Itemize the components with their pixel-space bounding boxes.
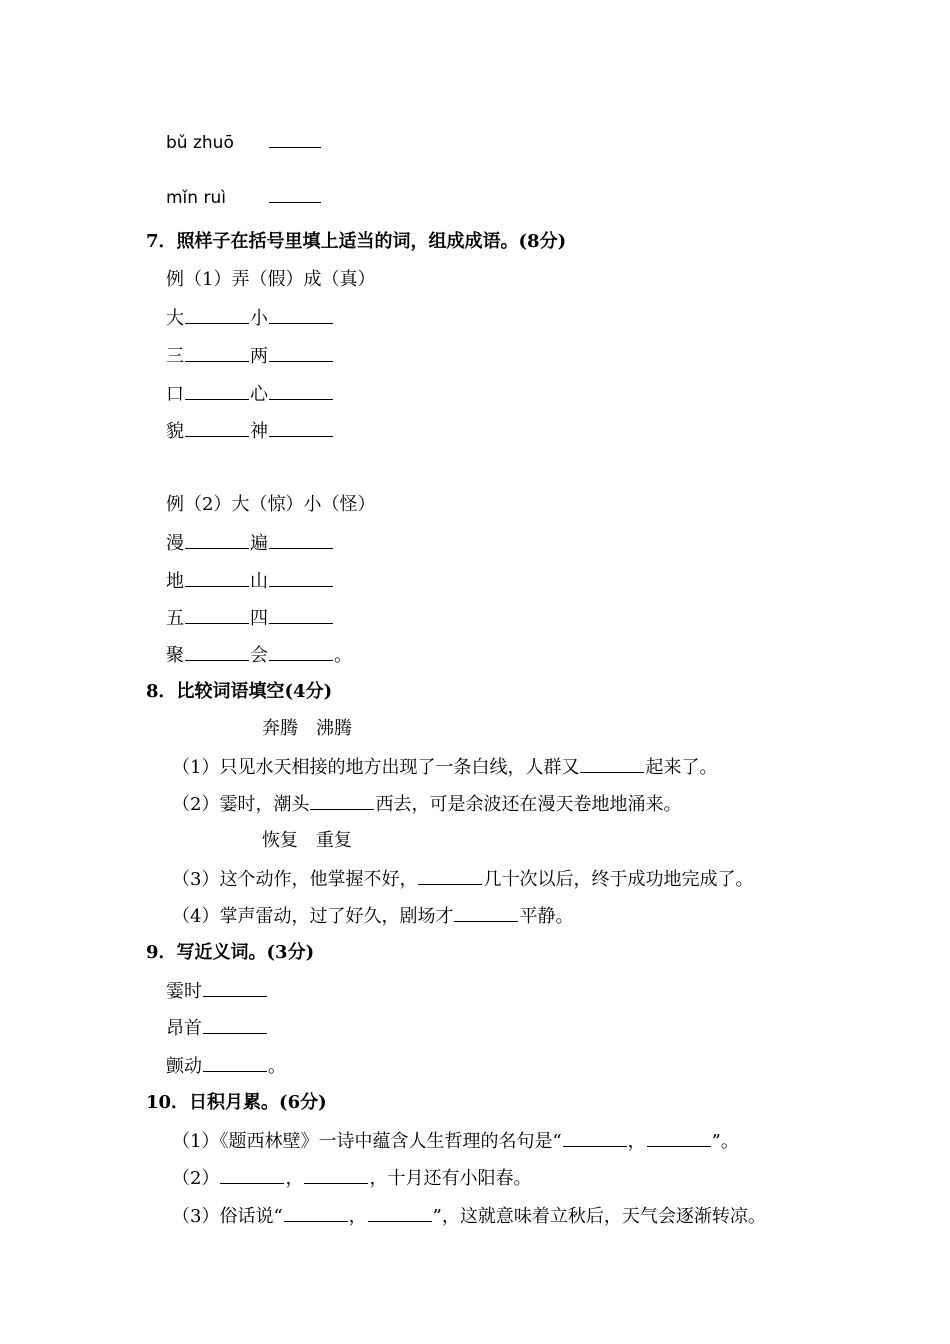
comma: ， <box>348 1206 367 1227</box>
idiom-char: 两 <box>250 346 268 367</box>
word-choices: 恢复 重复 <box>262 830 352 851</box>
idiom-char: 山 <box>250 571 268 592</box>
sentence-text: ”。 <box>711 1131 739 1152</box>
answer-blank[interactable] <box>368 1205 432 1222</box>
answer-blank[interactable] <box>185 383 249 400</box>
idiom-row <box>166 420 334 443</box>
idiom-char: 大 <box>166 308 184 329</box>
answer-blank[interactable] <box>269 383 333 400</box>
sentence-text: （2）霎时，潮头 <box>172 794 310 815</box>
synonym-word: 昂首 <box>166 1018 202 1039</box>
answer-blank[interactable] <box>185 420 249 437</box>
answer-blank[interactable] <box>269 345 333 362</box>
answer-blank[interactable] <box>203 1017 267 1034</box>
answer-blank[interactable] <box>203 980 267 997</box>
fill-sentence <box>172 1130 739 1153</box>
idiom-char: 貌 <box>166 421 184 442</box>
answer-blank[interactable] <box>185 644 249 661</box>
idiom-char: 地 <box>166 571 184 592</box>
question-10-title: 10．日积月累。(6分) <box>146 1092 327 1113</box>
synonym-row <box>166 1055 286 1078</box>
sentence-text: ”，这就意味着立秋后，天气会逐渐转凉。 <box>432 1206 766 1227</box>
idiom-row <box>166 532 334 555</box>
idiom-char: 小 <box>250 308 268 329</box>
answer-blank[interactable] <box>269 607 333 624</box>
sentence-text: ，十月还有小阳春。 <box>369 1168 532 1189</box>
fill-sentence <box>172 905 573 928</box>
sentence-text: 几十次以后，终于成功地完成了。 <box>483 869 754 890</box>
pinyin-row <box>166 186 322 209</box>
q7-example-2: 例（2）大（惊）小（怪） <box>166 494 376 515</box>
synonym-word: 颤动 <box>166 1056 202 1077</box>
sentence-text: 起来了。 <box>645 757 718 778</box>
synonym-row <box>166 980 268 1003</box>
idiom-row <box>166 345 334 368</box>
answer-blank[interactable] <box>418 868 482 885</box>
comma: ， <box>285 1168 304 1189</box>
idiom-row <box>166 644 352 667</box>
answer-blank[interactable] <box>220 1167 284 1184</box>
answer-blank[interactable] <box>269 570 333 587</box>
answer-blank[interactable] <box>185 307 249 324</box>
answer-blank[interactable] <box>647 1130 711 1147</box>
answer-blank[interactable] <box>310 793 374 810</box>
idiom-char: 遍 <box>250 533 268 554</box>
fill-sentence <box>172 793 681 816</box>
answer-blank[interactable] <box>563 1130 627 1147</box>
pinyin-text: bǔ zhuō <box>166 133 234 153</box>
idiom-char: 聚 <box>166 645 184 666</box>
fill-sentence <box>172 756 717 779</box>
sentence-text: 西去，可是余波还在漫天卷地地涌来。 <box>375 794 682 815</box>
answer-blank[interactable] <box>269 186 321 203</box>
synonym-row <box>166 1017 268 1040</box>
sentence-text: （4）掌声雷动，过了好久，剧场才 <box>172 906 454 927</box>
sentence-text: （1）只见水天相接的地方出现了一条白线，人群又 <box>172 757 580 778</box>
idiom-row <box>166 383 334 406</box>
answer-blank[interactable] <box>185 570 249 587</box>
answer-blank[interactable] <box>185 345 249 362</box>
synonym-word: 霎时 <box>166 981 202 1002</box>
question-9-title: 9．写近义词。(3分) <box>146 942 315 963</box>
sentence-text: （2） <box>172 1168 220 1189</box>
answer-blank[interactable] <box>269 307 333 324</box>
idiom-char: 口 <box>166 384 184 405</box>
sentence-text: （1）《题西林壁》一诗中蕴含人生哲理的名句是“ <box>172 1131 562 1152</box>
idiom-row <box>166 607 334 630</box>
fill-sentence <box>172 868 753 891</box>
comma: ， <box>627 1131 646 1152</box>
answer-blank[interactable] <box>304 1167 368 1184</box>
idiom-char: 心 <box>250 384 268 405</box>
question-8-title: 8．比较词语填空(4分) <box>146 681 333 702</box>
sentence-text: 平静。 <box>519 906 574 927</box>
answer-blank[interactable] <box>269 532 333 549</box>
fill-sentence <box>172 1205 766 1228</box>
sentence-text: （3）这个动作，他掌握不好， <box>172 869 418 890</box>
idiom-row <box>166 307 334 330</box>
word-choices: 奔腾 沸腾 <box>262 718 352 739</box>
answer-blank[interactable] <box>185 607 249 624</box>
idiom-char: 会 <box>250 645 268 666</box>
period: 。 <box>268 1056 286 1077</box>
answer-blank[interactable] <box>269 131 321 148</box>
answer-blank[interactable] <box>185 532 249 549</box>
answer-blank[interactable] <box>269 420 333 437</box>
answer-blank[interactable] <box>454 905 518 922</box>
idiom-char: 四 <box>250 608 268 629</box>
question-7-title: 7．照样子在括号里填上适当的词，组成成语。(8分) <box>146 231 567 252</box>
pinyin-text: mǐn ruì <box>166 188 226 208</box>
sentence-text: （3）俗话说“ <box>172 1206 283 1227</box>
idiom-char: 漫 <box>166 533 184 554</box>
answer-blank[interactable] <box>203 1055 267 1072</box>
pinyin-row <box>166 131 322 154</box>
answer-blank[interactable] <box>284 1205 348 1222</box>
idiom-char: 神 <box>250 421 268 442</box>
idiom-row <box>166 570 334 593</box>
answer-blank[interactable] <box>580 756 644 773</box>
idiom-char: 五 <box>166 608 184 629</box>
fill-sentence <box>172 1167 531 1190</box>
answer-blank[interactable] <box>269 644 333 661</box>
period: 。 <box>334 645 352 666</box>
idiom-char: 三 <box>166 346 184 367</box>
q7-example-1: 例（1）弄（假）成（真） <box>166 269 376 290</box>
